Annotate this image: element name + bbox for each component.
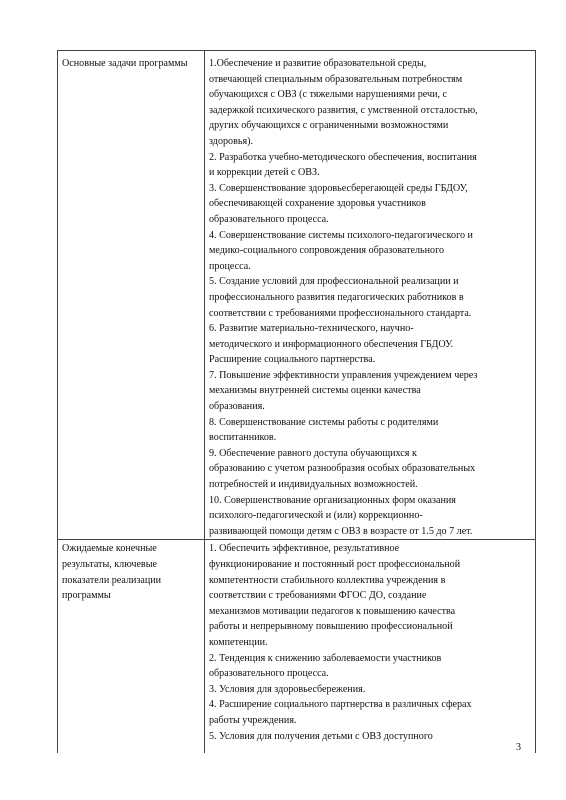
row-label-cell — [58, 540, 205, 754]
text-line: 1. Обеспечить эффективное, результативное — [209, 543, 400, 555]
table-row — [58, 540, 536, 754]
text-line: 1.Обеспечение и развитие образовательной среды, — [209, 58, 427, 69]
text-line: медико-социального сопровождения образовательного — [209, 245, 445, 257]
text-line: и коррекции детей с ОВЗ. — [209, 167, 320, 179]
row-content-cell — [205, 540, 536, 754]
row-label-line: показатели реализации — [62, 574, 162, 586]
text-line: отвечающей специальным образовательным потребностям — [209, 73, 463, 85]
text-line: соответствии с требованиями ФГОС ДО, создание — [209, 590, 427, 602]
text-line: потребностей и индивидуальных возможностей. — [209, 479, 418, 491]
row-label-line: результаты, ключевые — [62, 559, 157, 570]
text-line: механизмы внутренней системы оценки качества — [209, 385, 421, 397]
text-line: развивающей помощи детям с ОВЗ в возрасте от 1.5 до 7 лет. — [209, 525, 473, 537]
text-line: 6. Развитие материально-технического, научно- — [209, 323, 414, 335]
text-line: 3. Совершенствование здоровьесберегающей среды ГБДОУ, — [209, 182, 468, 194]
text-line: 3. Условия для здоровьесбережения. — [209, 683, 366, 695]
row-label-cell — [58, 51, 205, 540]
page-number: 3 — [516, 742, 521, 753]
text-line: механизмов мотивации педагогов к повышению качества — [209, 605, 456, 617]
text-line: 7. Повышение эффективности управления учреждением через — [209, 369, 478, 381]
text-line: работы и непрерывному повышению профессиональной — [209, 621, 453, 633]
text-line: обеспечивающей сохранение здоровья участников — [209, 198, 426, 210]
text-line: здоровья). — [209, 135, 253, 147]
text-line: методического и информационного обеспечения ГБДОУ. — [209, 338, 454, 350]
table-row — [58, 51, 536, 540]
text-line: воспитанников. — [209, 432, 277, 444]
text-line: 8. Совершенствование системы работы с родителями — [209, 416, 439, 428]
text-line: функционирование и постоянный рост профессиональной — [209, 559, 461, 570]
text-line: задержкой психического развития, с умственной отсталостью, — [209, 104, 478, 116]
text-line: других обучающихся с ограниченными возможностями — [209, 120, 449, 132]
text-line: 5. Условия для получения детьми с ОВЗ доступного — [209, 730, 433, 742]
text-line: 4. Расширение социального партнерства в различных сферах — [209, 699, 472, 711]
text-line: Расширение социального партнерства. — [209, 354, 376, 366]
text-line: образовательного процесса. — [209, 668, 329, 680]
text-line: компетентности стабильного коллектива учреждения в — [209, 574, 446, 586]
text-line: 2. Тенденция к снижению заболеваемости участников — [209, 652, 442, 664]
row-label-line: программы — [62, 590, 111, 602]
text-line: 10. Совершенствование организационных форм оказания — [209, 494, 456, 506]
row-label-line: Основные задачи программы — [62, 58, 188, 69]
text-line: профессионального развития педагогических работников в — [209, 291, 464, 303]
text-line: образовательного процесса. — [209, 213, 329, 225]
text-line: 9. Обеспечение равного доступа обучающихся к — [209, 447, 417, 459]
text-line: компетенции. — [209, 636, 268, 648]
text-line: работы учреждения. — [209, 714, 297, 726]
text-line: образованию с учетом разнообразия особых образовательных — [209, 463, 476, 475]
text-line: процесса. — [209, 260, 251, 272]
row-label-line: Ожидаемые конечные — [62, 543, 157, 555]
document-table — [57, 50, 536, 753]
text-line: 5. Создание условий для профессиональной реализации и — [209, 276, 459, 288]
row-content-cell — [205, 51, 536, 540]
text-line: психолого-педагогической и (или) коррекционно- — [209, 510, 423, 522]
text-line: 4. Совершенствование системы психолого-педагогического и — [209, 229, 473, 241]
text-line: 2. Разработка учебно-методического обеспечения, воспитания — [209, 151, 477, 163]
text-line: образования. — [209, 401, 265, 413]
text-line: обучающихся с ОВЗ (с тяжелыми нарушениями речи, с — [209, 89, 447, 101]
text-line: соответствии с требованиями профессионального стандарта. — [209, 307, 472, 319]
